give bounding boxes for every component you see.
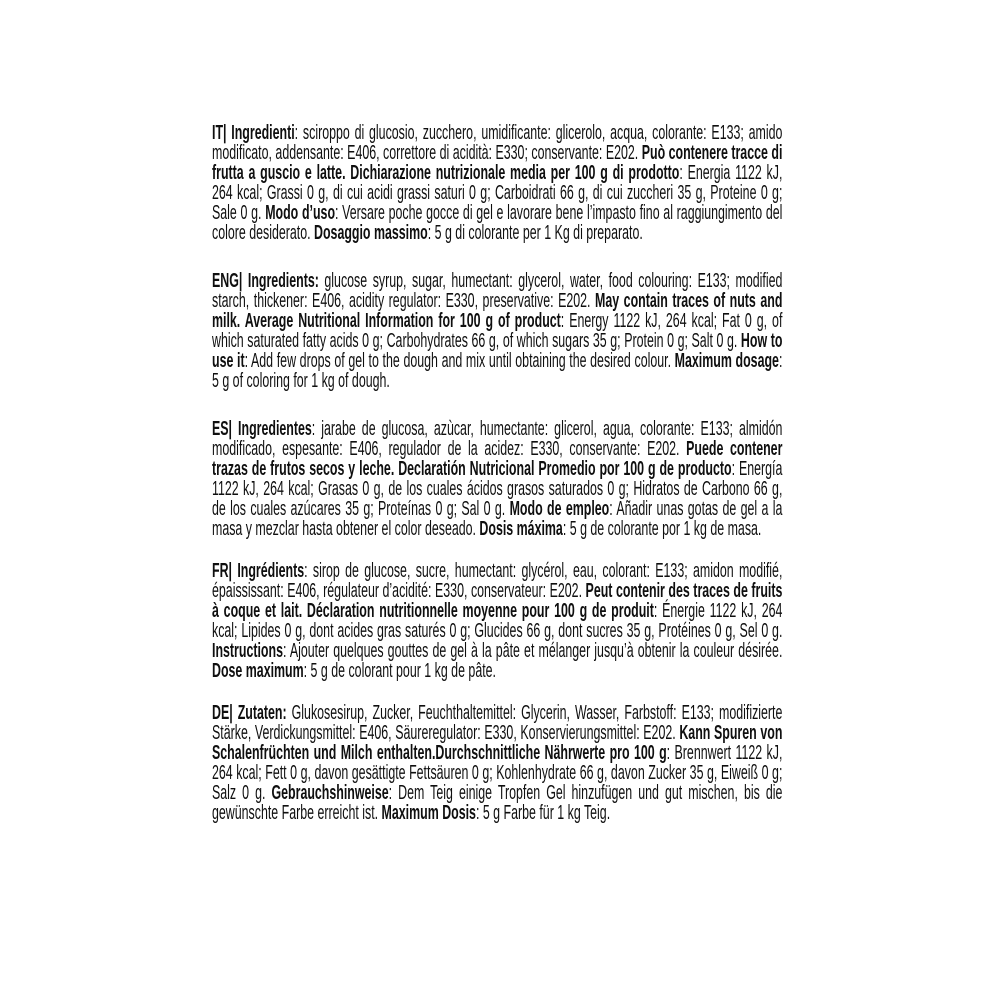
ingredients-paragraph-es: ES| Ingredientes: jarabe de glucosa, azùcar, humectante: glicerol, agua, colorante: E133; almidón modificado, espesante: E406, regulador de la acidez: E330, conservante: E202. Puede contener trazas de frutos secos y leche. Declaratión Nutricional Promedio por 100 g de producto: Energía 1122 kJ, 264 kcal; Grasas 0 g, de los cuales ácidos grasos saturados 0 g; Hidratos de Carbono 66 g, de los cuales azúcares 35 g; Proteínas 0 g; Sal 0 g. Modo de empleo: Añadir unas gotas de gel a la masa y mezclar hasta obtener el color deseado. Dosis máxima: 5 g de colorante por 1 kg de masa. [212, 418, 783, 540]
condensed-text-wrapper [212, 123, 782, 823]
ingredients-paragraph-it: IT| Ingredienti: sciroppo di glucosio, zucchero, umidificante: glicerolo, acqua, colorante: E133; amido modificato, addensante: E406, correttore di acidità: E330; conservante: E202. Può contenere tracce di frutta a guscio e latte. Dichiarazione nutrizionale media per 100 g di prodotto: Energia 1122 kJ, 264 kcal; Grassi 0 g, di cui acidi grassi saturi 0 g; Carboidrati 66 g, di cui zuccheri 35 g, Proteine 0 g; Sale 0 g. Modo d’uso: Versare poche gocce di gel e lavorare bene l’impasto fino al raggiungimento del colore desiderato. Dosaggio massimo: 5 g di colorante per 1 Kg di preparato. [212, 122, 783, 244]
ingredients-text-block [212, 123, 782, 823]
ingredients-paragraph-de: DE| Zutaten: Glukosesirup, Zucker, Feuchthaltemittel: Glycerin, Wasser, Farbstoff: E133; modifizierte Stärke, Verdickungsmittel: E406, Säureregulator: E330, Konservierungsmittel: E202. Kann Spuren von Schalenfrüchten und Milch enthalten.Durchschnittliche Nährwerte pro 100 g: Brennwert 1122 kJ, 264 kcal; Fett 0 g, davon gesättigte Fettsäuren 0 g; Kohlenhydrate 66 g, davon Zucker 35 g, Eiweiß 0 g; Salz 0 g. Gebrauchshinweise: Dem Teig einige Tropfen Gel hinzufügen und gut mischen, bis die gewünschte Farbe erreicht ist. Maximum Dosis: 5 g Farbe für 1 kg Teig. [212, 702, 783, 824]
ingredients-paragraph-fr: FR| Ingrédients: sirop de glucose, sucre, humectant: glycérol, eau, colorant: E133; amidon modifié, épaississant: E406, régulateur d’acidité: E330, conservateur: E202. Peut contenir des traces de fruits à coque et lait. Déclaration nutritionnelle moyenne pour 100 g de produit: Énergie 1122 kJ, 264 kcal; Lipides 0 g, dont acides gras saturés 0 g; Glucides 66 g, dont sucres 35 g, Protéines 0 g, Sel 0 g. Instructions: Ajouter quelques gouttes de gel à la pâte et mélanger jusqu’à obtenir la couleur désirée. Dose maximum: 5 g de colorant pour 1 kg de pâte. [212, 560, 783, 682]
ingredients-paragraph-eng: ENG| Ingredients: glucose syrup, sugar, humectant: glycerol, water, food colouring: E133; modified starch, thickener: E406, acidity regulator: E330, preservative: E202. May contain traces of nuts and milk. Average Nutritional Information for 100 g of product: Energy 1122 kJ, 264 kcal; Fat 0 g, of which saturated fatty acids 0 g; Carbohydrates 66 g, of which sugars 35 g; Protein 0 g; Salt 0 g. How to use it: Add few drops of gel to the dough and mix until obtaining the desired colour. Maximum dosage: 5 g of coloring for 1 kg of dough. [212, 270, 783, 392]
